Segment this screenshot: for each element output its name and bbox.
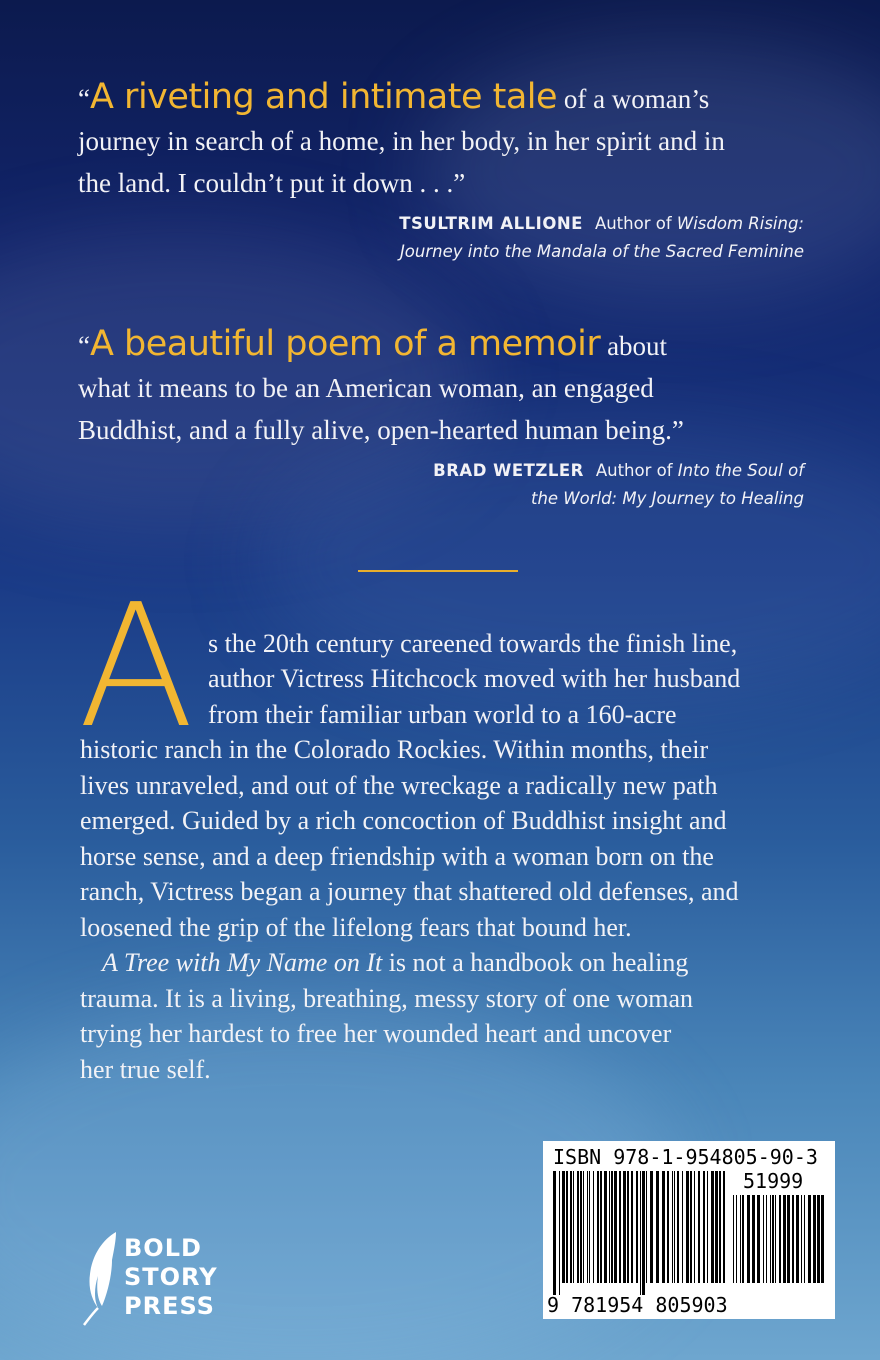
description-line: her true self. (80, 1054, 211, 1084)
barcode-bar (757, 1195, 760, 1283)
open-quote-mark: “ (78, 331, 90, 361)
publisher-name (124, 1234, 218, 1321)
barcode-bar (573, 1171, 574, 1283)
barcode-bar (553, 1171, 556, 1295)
endorser-name: BRAD WETZLER (433, 461, 584, 480)
quote-line-2: what it means to be an American woman, an engaged (78, 373, 654, 403)
barcode-bar (600, 1171, 602, 1283)
barcode-bar (694, 1171, 695, 1283)
barcode-bar (562, 1171, 565, 1283)
quote-text (78, 323, 808, 451)
barcode-bar (690, 1171, 692, 1283)
barcode-bar (656, 1171, 659, 1283)
price-barcode-bars (733, 1195, 825, 1295)
description-line (80, 945, 810, 981)
description-line: emerged. Guided by a rich concoction of Buddhist insight and (80, 806, 727, 835)
barcode-bar (640, 1171, 641, 1295)
barcode-bar (719, 1171, 721, 1283)
barcode-bar (736, 1195, 737, 1283)
barcode-bar (570, 1171, 572, 1283)
barcode-bar (593, 1171, 594, 1283)
isbn-barcode (543, 1141, 835, 1319)
barcode-bar (566, 1171, 568, 1283)
publisher-line: BOLD (124, 1234, 202, 1262)
book-description (78, 568, 810, 1087)
barcode-bar (686, 1171, 689, 1283)
barcode-bar (740, 1195, 741, 1283)
barcode-bar (650, 1171, 653, 1283)
barcode-bar (703, 1171, 705, 1283)
barcode-bar (796, 1195, 799, 1283)
publisher-logo (80, 1230, 240, 1326)
barcode-bar (646, 1171, 647, 1283)
author-of-label: Author of (595, 461, 678, 480)
barcode-bar (711, 1171, 714, 1283)
description-text: is not a handbook on healing (382, 948, 689, 977)
endorser-work-cont: Journey into the Mandala of the Sacred Feminine (399, 242, 804, 261)
barcode-bar (715, 1171, 718, 1283)
barcode-bar (662, 1171, 665, 1283)
barcode-bar (611, 1171, 613, 1283)
barcode-bar (763, 1195, 764, 1283)
price-code: 51999 (743, 1169, 804, 1193)
barcode-bar (642, 1171, 645, 1295)
barcode-bar (792, 1195, 794, 1283)
barcode-bar (733, 1195, 734, 1283)
barcode-bar (752, 1195, 755, 1283)
endorser-work: Wisdom Rising: (676, 214, 804, 233)
barcode-bar (672, 1171, 673, 1283)
barcode-bar (783, 1195, 786, 1283)
description-line: horse sense, and a deep friendship with a woman born on the (80, 841, 714, 871)
barcode-bar (614, 1171, 617, 1283)
barcode-bar (609, 1171, 610, 1283)
endorsement-quote-2 (78, 323, 808, 513)
barcode-bar (808, 1195, 811, 1283)
barcode-bar (623, 1171, 626, 1283)
quote-line-1: of a woman’s (557, 84, 710, 114)
barcode-bar (772, 1195, 774, 1283)
barcode-bar (707, 1171, 708, 1283)
quote-line-1: about (600, 331, 668, 361)
description-line: trauma. It is a living, breathing, messy story of one woman (80, 983, 694, 1013)
description-line: author Victress Hitchcock moved with her husband (208, 664, 741, 693)
barcode-bar (559, 1171, 560, 1295)
barcode-bar (587, 1171, 588, 1283)
endorser-work-cont: the World: My Journey to Healing (530, 489, 804, 508)
barcode-bar (742, 1195, 744, 1283)
book-title: A Tree with My Name on It (102, 948, 383, 977)
barcode-bar (589, 1171, 590, 1283)
description-line: trying her hardest to free her wounded heart and uncover (80, 1019, 672, 1048)
quote-line-3: the land. I couldn’t put it down . . .” (78, 168, 466, 198)
barcode-bar (627, 1171, 629, 1283)
publisher-line: STORY (124, 1263, 218, 1291)
barcode-bar (583, 1171, 584, 1283)
description-line: from their familiar urban world to a 160-acre (208, 699, 677, 729)
open-quote-mark: “ (78, 84, 90, 114)
quote-highlight: A riveting and intimate tale (89, 77, 558, 117)
endorser-name: TSULTRIM ALLIONE (399, 214, 583, 233)
barcode-bar (698, 1171, 700, 1283)
barcode-bar (817, 1195, 820, 1283)
barcode-bar (821, 1195, 824, 1283)
barcode-bar (770, 1195, 771, 1283)
description-line: s the 20th century careened towards the finish line, (208, 628, 738, 658)
barcode-bar (766, 1195, 767, 1283)
barcode-number: 9 781954 805903 (547, 1293, 728, 1317)
quote-line-2: journey in search of a home, in her body, in her spirit and in (78, 126, 725, 156)
barcode-bar (813, 1195, 816, 1283)
quote-highlight: A beautiful poem of a memoir (89, 324, 601, 364)
barcode-bar (747, 1195, 750, 1283)
author-of-label: Author of (594, 214, 677, 233)
barcode-bar (577, 1171, 579, 1283)
description-line: ranch, Victress began a journey that shattered old defenses, and (80, 877, 739, 906)
barcode-bar (723, 1171, 725, 1283)
quote-attribution (78, 457, 808, 513)
publisher-line: PRESS (124, 1292, 215, 1320)
quote-text (78, 76, 808, 204)
quote-line-3: Buddhist, and a fully alive, open-hearted human being.” (78, 415, 684, 445)
endorsement-quote-1 (78, 76, 808, 266)
barcode-bar (787, 1195, 790, 1283)
barcode-bar (631, 1171, 633, 1283)
barcode-bar (604, 1171, 607, 1283)
barcode-bar (801, 1195, 802, 1283)
feather-icon (80, 1230, 124, 1326)
barcode-bar (677, 1171, 679, 1283)
barcode-bar (667, 1171, 669, 1283)
isbn-label: ISBN 978-1-954805-90-3 (553, 1145, 818, 1169)
barcode-bar (636, 1171, 638, 1283)
quote-attribution (78, 210, 808, 266)
description-line: loosened the grip of the lifelong fears that bound her. (80, 912, 632, 942)
barcode-bar (580, 1171, 582, 1283)
barcode-bar (674, 1171, 675, 1283)
drop-cap: A (78, 568, 195, 766)
description-line: historic ranch in the Colorado Rockies. Within months, their (80, 735, 709, 764)
description-line: lives unraveled, and out of the wreckage a radically new path (80, 770, 718, 800)
endorser-work: Into the Soul of (677, 461, 804, 480)
barcode-bar (775, 1195, 776, 1283)
barcode-bar (619, 1171, 621, 1283)
barcode-bar (682, 1171, 683, 1283)
barcode-bar (779, 1195, 781, 1283)
gold-divider (358, 570, 518, 572)
barcode-bar (804, 1195, 805, 1283)
barcode-bar (597, 1171, 599, 1283)
